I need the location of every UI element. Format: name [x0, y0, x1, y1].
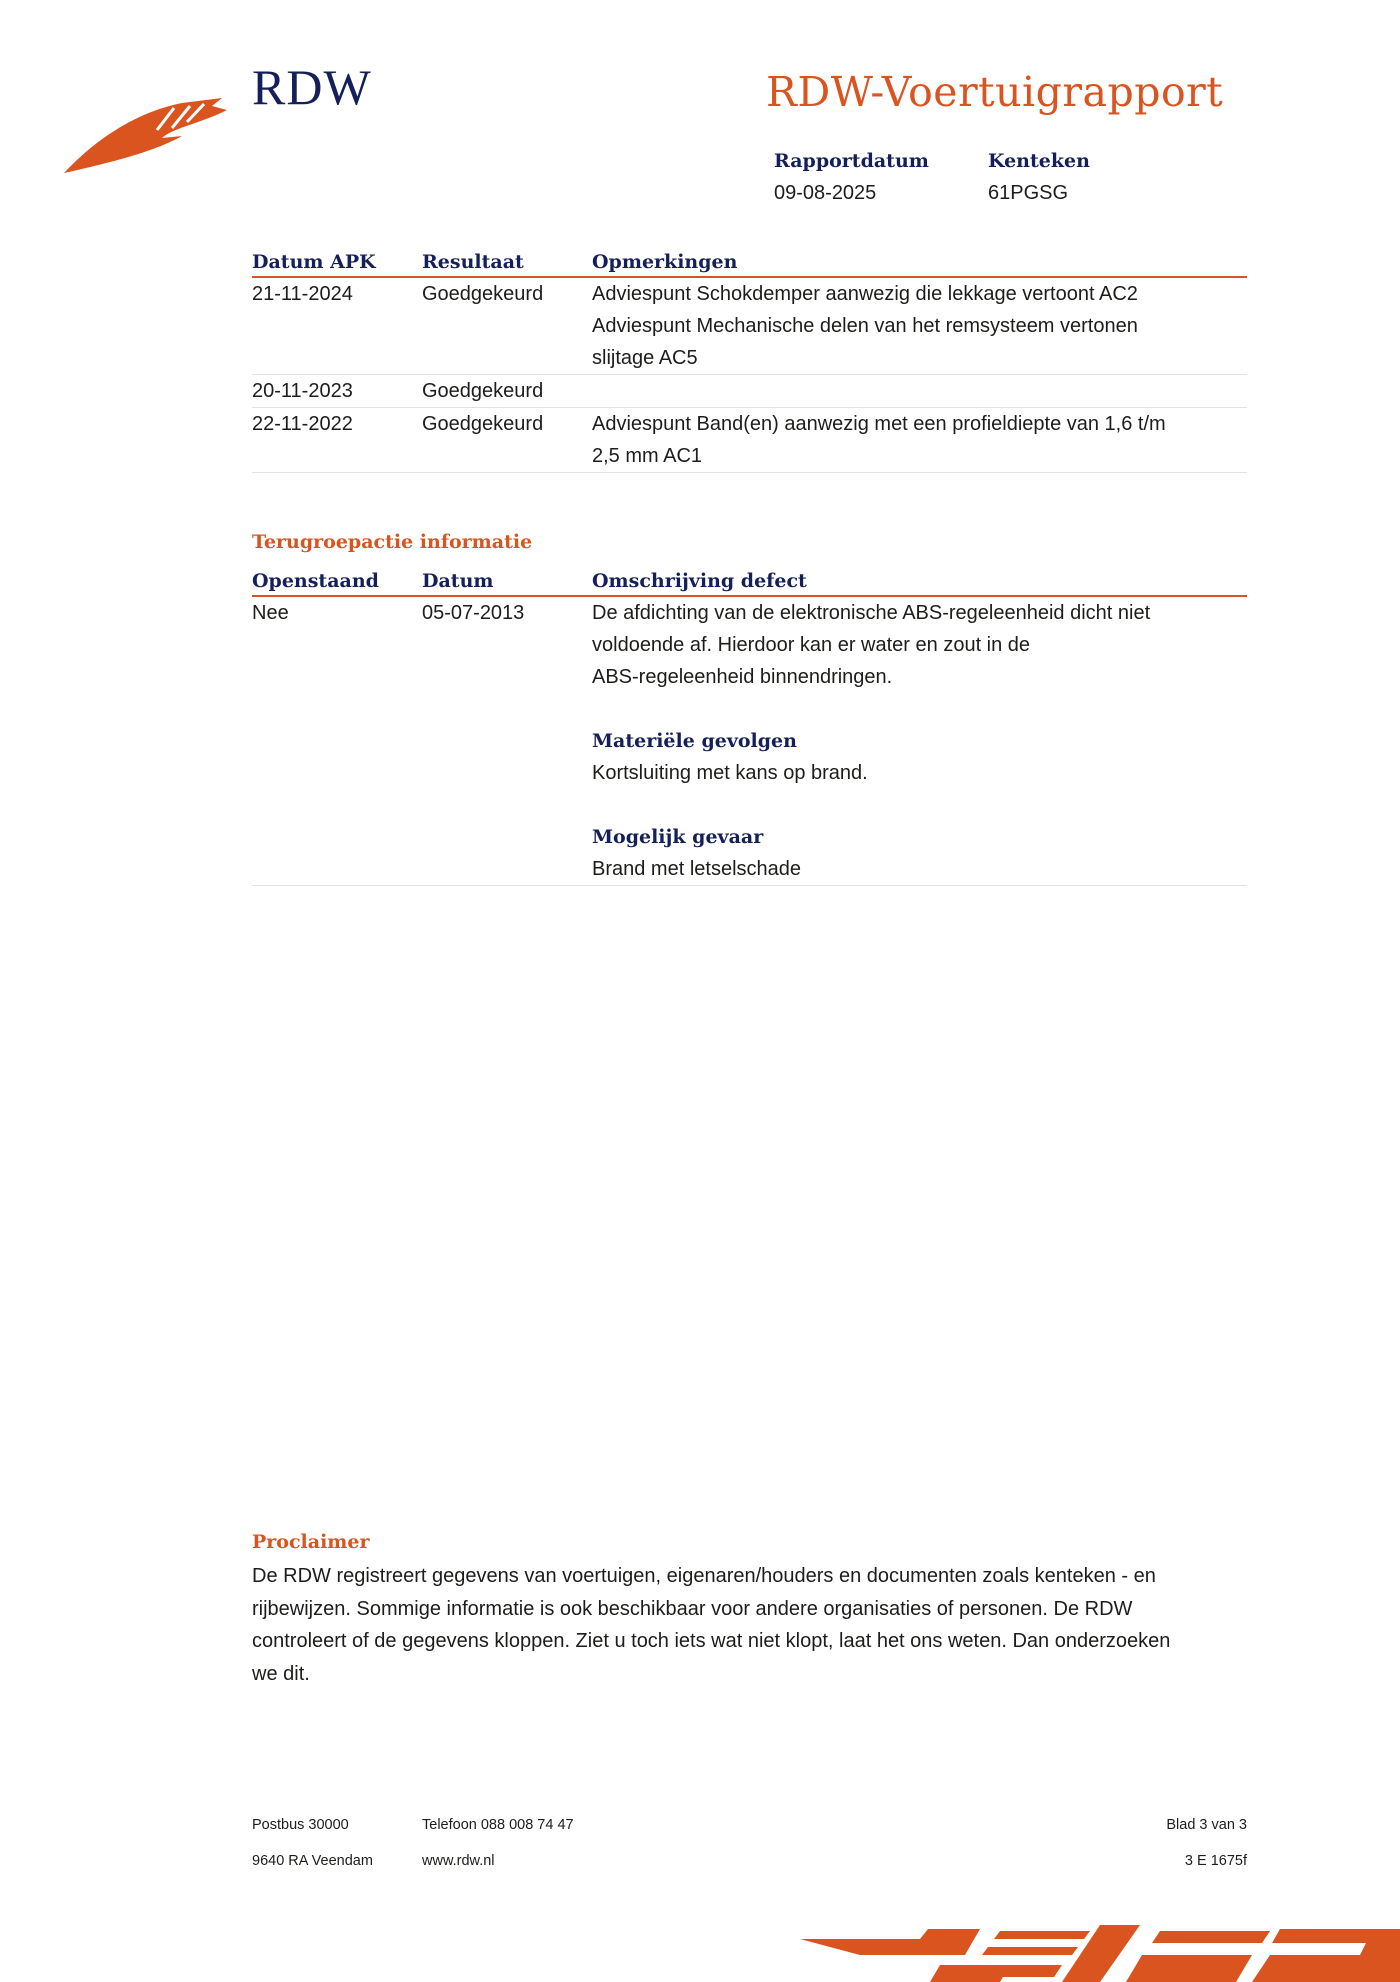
footer-city: 9640 RA Veendam [252, 1853, 373, 1869]
footer-page-number: Blad 3 van 3 [1166, 1817, 1247, 1833]
apk-remarks [592, 408, 1247, 473]
apk-remark-line: slijtage AC5 [592, 347, 698, 369]
apk-table [252, 243, 1247, 473]
consequences-label: Materiële gevolgen [592, 730, 797, 752]
recall-header-date: Datum [422, 562, 592, 596]
apk-remark-line: 2,5 mm AC1 [592, 445, 703, 467]
plate-label: Kenteken [988, 150, 1090, 172]
apk-remark-line: Adviespunt Band(en) aanwezig met een profieldiepte van 1,6 t/m [592, 413, 1166, 435]
danger-text: Brand met letselschade [592, 858, 802, 880]
apk-date: 21-11-2024 [252, 277, 422, 375]
recall-header-description: Omschrijving defect [592, 562, 1247, 596]
report-title: RDW-Voertuigrapport [766, 68, 1224, 116]
recall-details [592, 596, 1247, 886]
proclaimer-line: De RDW registreert gegevens van voertuigen, eigenaren/houders en documenten zoals kenteken - en [252, 1565, 1156, 1587]
consequences-text: Kortsluiting met kans op brand. [592, 762, 868, 784]
apk-header-result: Resultaat [422, 243, 592, 277]
report-date-label: Rapportdatum [774, 150, 929, 172]
recall-description-line: ABS-regeleenheid binnendringen. [592, 666, 893, 688]
apk-remarks [592, 277, 1247, 375]
apk-remark-line: Adviespunt Schokdemper aanwezig die lekkage vertoont AC2 [592, 283, 1138, 305]
recall-description-line: voldoende af. Hierdoor kan er water en zout in de [592, 634, 1031, 656]
decorative-stripes-icon [800, 1925, 1400, 1982]
footer-phone: Telefoon 088 008 74 47 [422, 1817, 574, 1833]
apk-date: 22-11-2022 [252, 408, 422, 473]
recall-section-title: Terugroepactie informatie [252, 531, 533, 553]
footer-postbus: Postbus 30000 [252, 1817, 349, 1833]
logo-text: RDW [252, 59, 372, 115]
danger-label: Mogelijk gevaar [592, 826, 764, 848]
recall-header-open: Openstaand [252, 562, 422, 596]
recall-table [252, 562, 1247, 886]
rdw-feather-logo-icon [62, 88, 232, 178]
table-row [252, 375, 1247, 408]
recall-date: 05-07-2013 [422, 596, 592, 886]
proclaimer-line: controleert of de gegevens kloppen. Ziet u toch iets wat niet klopt, laat het ons weten. Dan onderzoeken [252, 1630, 1171, 1652]
proclaimer-text [252, 1560, 1232, 1690]
apk-header-remarks: Opmerkingen [592, 243, 1247, 277]
apk-remark-line: Adviespunt Mechanische delen van het remsysteem vertonen [592, 315, 1138, 337]
report-date-value: 09-08-2025 [774, 182, 877, 204]
proclaimer-line: we dit. [252, 1662, 310, 1685]
apk-remarks [592, 375, 1247, 408]
proclaimer-title: Proclaimer [252, 1531, 370, 1553]
apk-date: 20-11-2023 [252, 375, 422, 408]
plate-value: 61PGSG [988, 182, 1069, 204]
apk-result: Goedgekeurd [422, 375, 592, 408]
apk-result: Goedgekeurd [422, 277, 592, 375]
table-row [252, 408, 1247, 473]
table-row [252, 596, 1247, 886]
table-row [252, 277, 1247, 375]
recall-open: Nee [252, 596, 422, 886]
apk-result: Goedgekeurd [422, 408, 592, 473]
recall-description-line: De afdichting van de elektronische ABS-regeleenheid dicht niet [592, 602, 1151, 624]
footer-website-link[interactable]: www.rdw.nl [422, 1853, 495, 1869]
apk-header-date: Datum APK [252, 243, 422, 277]
proclaimer-line: rijbewijzen. Sommige informatie is ook beschikbaar voor andere organisaties of personen. De RDW [252, 1597, 1133, 1620]
footer-document-code: 3 E 1675f [1184, 1853, 1247, 1869]
